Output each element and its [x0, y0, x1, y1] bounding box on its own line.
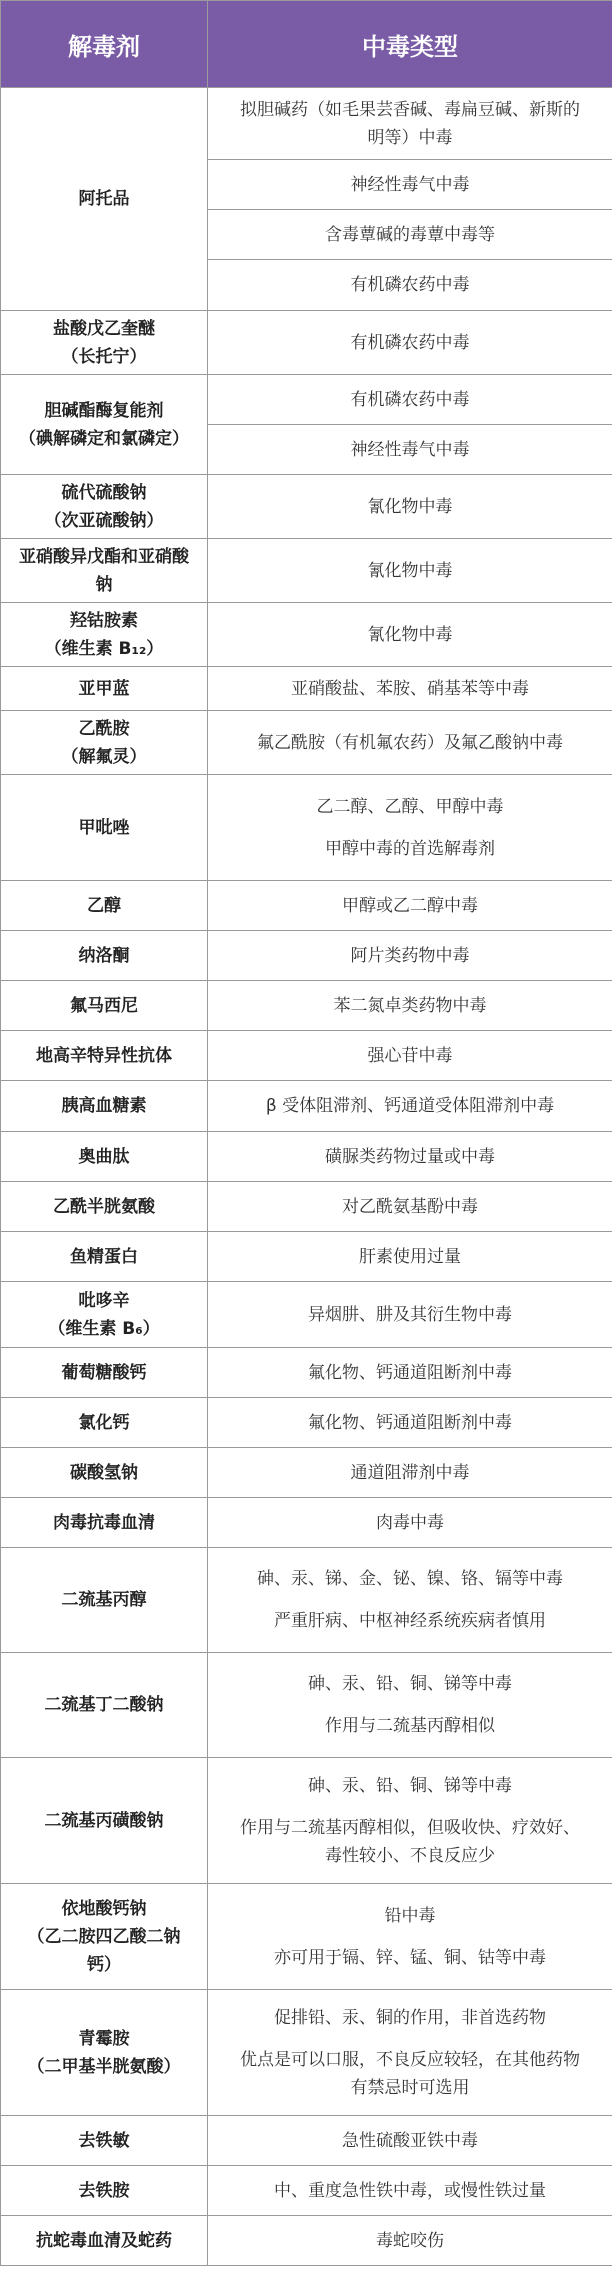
antidote-name-line: 鱼精蛋白	[70, 1246, 138, 1267]
header-antidote: 解毒剂	[1, 1, 208, 88]
poisoning-type-cell	[208, 475, 612, 539]
poisoning-type-line: 苯二氮卓类药物中毒	[333, 995, 487, 1016]
poisoning-type-cell	[208, 1448, 612, 1498]
poisoning-type-cell	[208, 1081, 612, 1132]
poisoning-type-line: 神经性毒气中毒	[350, 174, 470, 195]
poisoning-type-cell	[208, 667, 612, 711]
antidote-name-line: 依地酸钙钠	[61, 1898, 147, 1919]
poisoning-type-line: 砷、汞、锑、金、铋、镍、铬、镉等中毒	[257, 1569, 563, 1589]
poisoning-type-line: β 受体阻滞剂、钙通道受体阻滞剂中毒	[265, 1096, 555, 1116]
table-row	[1, 1548, 612, 1653]
antidote-name-cell	[1, 1232, 208, 1282]
antidote-name-cell	[1, 881, 208, 931]
antidote-name-line: 奥曲肽	[78, 1146, 130, 1167]
table-row	[1, 1498, 612, 1548]
antidote-name-cell	[1, 981, 208, 1031]
antidote-name-line: 二巯基丙醇	[61, 1590, 147, 1610]
antidote-name-cell	[1, 1132, 208, 1182]
table-row	[1, 311, 612, 375]
poisoning-type-cell	[208, 260, 612, 311]
table-row	[1, 1990, 612, 2116]
poisoning-type-line: 肝素使用过量	[359, 1246, 461, 1267]
poisoning-type-line: 通道阻滞剂中毒	[350, 1462, 470, 1483]
table-row	[1, 775, 612, 881]
antidote-name-cell	[1, 1182, 208, 1232]
antidote-name-line: 地高辛特异性抗体	[36, 1045, 172, 1066]
antidote-name-cell	[1, 1348, 208, 1398]
poisoning-type-line: 乙二醇、乙醇、甲醇中毒	[316, 796, 504, 817]
table-row	[1, 667, 612, 711]
antidote-name-cell	[1, 475, 208, 539]
poisoning-type-cell	[208, 311, 612, 375]
antidote-name-cell	[1, 311, 208, 375]
poisoning-type-line: 氟化物、钙通道阻断剂中毒	[308, 1412, 512, 1433]
antidote-name-line: 吡哆辛	[78, 1290, 130, 1311]
table-row	[1, 88, 612, 160]
table-row	[1, 2166, 612, 2216]
table-row	[1, 1232, 612, 1282]
table-row	[1, 931, 612, 981]
antidote-name-line: 乙酰半胱氨酸	[53, 1196, 155, 1217]
poisoning-type-cell	[208, 1653, 612, 1758]
antidote-name-line: （二甲基半胱氨酸）	[27, 2056, 181, 2077]
table-row	[1, 1653, 612, 1758]
antidote-name-line: 胆碱酯酶复能剂	[44, 400, 164, 421]
antidote-name-cell	[1, 1498, 208, 1548]
table-row	[1, 603, 612, 667]
poisoning-type-cell	[208, 1884, 612, 1990]
line-gap	[214, 1698, 606, 1712]
poisoning-type-cell	[208, 1498, 612, 1548]
antidote-name-line: 胰高血糖素	[61, 1096, 147, 1116]
poisoning-type-cell	[208, 1182, 612, 1232]
table-row	[1, 475, 612, 539]
table-row	[1, 1182, 612, 1232]
poisoning-type-cell	[208, 1031, 612, 1081]
poisoning-type-cell	[208, 1758, 612, 1884]
antidote-name-line: 乙酰胺	[78, 718, 130, 739]
table-row	[1, 1031, 612, 1081]
antidote-name-line: （长托宁）	[61, 346, 147, 367]
antidote-name-cell	[1, 667, 208, 711]
table-row	[1, 981, 612, 1031]
antidote-name-cell	[1, 603, 208, 667]
poisoning-type-cell	[208, 2166, 612, 2216]
antidote-name-line: 去铁胺	[78, 2180, 130, 2201]
line-gap	[214, 1800, 606, 1814]
antidote-name-cell	[1, 375, 208, 475]
poisoning-type-cell	[208, 981, 612, 1031]
poisoning-type-cell	[208, 210, 612, 260]
poisoning-type-line: 有禁忌时可选用	[350, 2077, 470, 2098]
table-row	[1, 1398, 612, 1448]
poisoning-type-line: 毒性较小、不良反应少	[325, 1845, 495, 1866]
antidote-name-line: 阿托品	[78, 189, 130, 209]
poisoning-type-line: 有机磷农药中毒	[350, 332, 470, 353]
poisoning-type-line: 磺脲类药物过量或中毒	[325, 1146, 495, 1167]
poisoning-type-cell	[208, 1398, 612, 1448]
table-row	[1, 1758, 612, 1884]
table-header-row	[1, 1, 612, 88]
antidote-name-cell	[1, 711, 208, 775]
poisoning-type-line: 含毒蕈碱的毒蕈中毒等	[325, 224, 495, 245]
poisoning-type-cell	[208, 88, 612, 160]
poisoning-type-line: 强心苷中毒	[367, 1045, 453, 1066]
poisoning-type-cell	[208, 160, 612, 210]
poisoning-type-cell	[208, 425, 612, 475]
poisoning-type-line: 铅中毒	[384, 1905, 436, 1926]
poisoning-type-line: 氟化物、钙通道阻断剂中毒	[308, 1362, 512, 1383]
poisoning-type-line: 拟胆碱药（如毛果芸香碱、毒扁豆碱、新斯的	[240, 99, 580, 120]
table-row	[1, 1132, 612, 1182]
antidote-name-cell	[1, 1758, 208, 1884]
antidote-name-line: 羟钴胺素	[70, 610, 138, 631]
antidote-name-line: 盐酸戊乙奎醚	[53, 318, 155, 339]
antidote-name-line: （碘解磷定和氯磷定）	[19, 428, 189, 449]
antidote-name-line: （维生素 B₆）	[48, 1318, 160, 1339]
poisoning-type-line: 优点是可以口服，不良反应较轻，在其他药物	[240, 2049, 580, 2070]
poisoning-type-line: 对乙酰氨基酚中毒	[342, 1196, 478, 1217]
antidote-name-cell	[1, 1081, 208, 1132]
antidote-name-cell	[1, 2216, 208, 2266]
antidote-name-line: 碳酸氢钠	[70, 1462, 138, 1483]
table-row	[1, 1081, 612, 1132]
antidote-name-line: 硫代硫酸钠	[61, 482, 147, 503]
antidote-name-cell	[1, 88, 208, 311]
antidote-name-line: （乙二胺四乙酸二钠	[27, 1926, 181, 1947]
antidote-name-cell	[1, 539, 208, 603]
antidote-name-line: 氟马西尼	[70, 995, 138, 1016]
poisoning-type-cell	[208, 1990, 612, 2116]
antidote-name-line: 二巯基丁二酸钠	[44, 1695, 164, 1715]
poisoning-type-cell	[208, 375, 612, 425]
table-row	[1, 539, 612, 603]
antidote-name-cell	[1, 1398, 208, 1448]
poisoning-type-cell	[208, 1348, 612, 1398]
poisoning-type-line: 中、重度急性铁中毒，或慢性铁过量	[274, 2180, 546, 2201]
poisoning-type-line: 神经性毒气中毒	[350, 439, 470, 460]
header-poisoning-type: 中毒类型	[208, 1, 612, 88]
antidote-name-cell	[1, 775, 208, 881]
poisoning-type-line: 作用与二巯基丙醇相似，但吸收快、疗效好、	[240, 1817, 580, 1838]
antidote-name-cell	[1, 931, 208, 981]
antidote-name-line: 青霉胺	[78, 2028, 130, 2049]
poisoning-type-cell	[208, 711, 612, 775]
line-gap	[214, 2032, 606, 2046]
antidote-name-line: 甲吡唑	[78, 817, 130, 838]
table-row	[1, 375, 612, 425]
poisoning-type-cell	[208, 881, 612, 931]
antidote-name-line: 乙醇	[87, 895, 121, 916]
antidote-name-cell	[1, 1548, 208, 1653]
antidote-name-line: （维生素 B₁₂）	[44, 638, 164, 659]
antidote-name-cell	[1, 1448, 208, 1498]
table-row	[1, 2116, 612, 2166]
poisoning-type-line: 促排铅、汞、铜的作用，非首选药物	[274, 2007, 546, 2028]
poisoning-type-cell	[208, 775, 612, 881]
poisoning-type-cell	[208, 539, 612, 603]
antidote-name-line: （次亚硫酸钠）	[44, 510, 164, 531]
antidote-name-line: 纳洛酮	[78, 945, 130, 966]
antidote-name-line: 亚硝酸异戊酯和亚硝酸	[19, 546, 189, 567]
poisoning-type-cell	[208, 603, 612, 667]
table-row	[1, 1282, 612, 1348]
antidote-name-line: 氯化钙	[78, 1412, 130, 1433]
poisoning-type-line: 肉毒中毒	[376, 1512, 444, 1533]
antidote-name-cell	[1, 1990, 208, 2116]
antidote-name-line: 肉毒抗毒血清	[53, 1512, 155, 1533]
poisoning-type-line: 有机磷农药中毒	[350, 275, 470, 295]
antidote-name-line: 抗蛇毒血清及蛇药	[36, 2230, 172, 2251]
poisoning-type-line: 亚硝酸盐、苯胺、硝基苯等中毒	[291, 678, 529, 699]
poisoning-type-line: 氰化物中毒	[367, 560, 453, 581]
poisoning-type-cell	[208, 1132, 612, 1182]
antidote-name-cell	[1, 1282, 208, 1348]
antidote-name-cell	[1, 1884, 208, 1990]
antidote-name-line: 去铁敏	[78, 2130, 130, 2151]
antidote-name-line: 钙）	[87, 1954, 121, 1975]
antidote-name-line: 葡萄糖酸钙	[61, 1362, 147, 1383]
poisoning-type-cell	[208, 1232, 612, 1282]
poisoning-type-cell	[208, 2216, 612, 2266]
poisoning-type-line: 作用与二巯基丙醇相似	[325, 1716, 495, 1736]
poisoning-type-line: 急性硫酸亚铁中毒	[342, 2130, 478, 2151]
table-row	[1, 1448, 612, 1498]
table-row	[1, 1348, 612, 1398]
table-row	[1, 711, 612, 775]
antidote-name-line: 二巯基丙磺酸钠	[44, 1810, 164, 1831]
antidote-name-cell	[1, 1031, 208, 1081]
poisoning-type-line: 有机磷农药中毒	[350, 389, 470, 410]
table-row	[1, 1884, 612, 1990]
poisoning-type-cell	[208, 931, 612, 981]
antidote-name-line: 亚甲蓝	[78, 678, 130, 699]
line-gap	[214, 1593, 606, 1607]
antidote-name-line: （解氟灵）	[61, 746, 147, 767]
poisoning-type-line: 氰化物中毒	[367, 624, 453, 645]
poisoning-type-line: 砷、汞、铅、铜、锑等中毒	[308, 1775, 512, 1796]
poisoning-type-line: 异烟肼、肼及其衍生物中毒	[308, 1304, 512, 1325]
table-row	[1, 2216, 612, 2266]
poisoning-type-line: 砷、汞、铅、铜、锑等中毒	[308, 1674, 512, 1694]
table-row	[1, 881, 612, 931]
line-gap	[214, 1930, 606, 1944]
poisoning-type-line: 亦可用于镉、锌、锰、铜、钴等中毒	[274, 1947, 546, 1968]
poisoning-type-line: 氰化物中毒	[367, 496, 453, 517]
poisoning-type-line: 毒蛇咬伤	[376, 2230, 444, 2251]
poisoning-type-cell	[208, 1282, 612, 1348]
poisoning-type-line: 阿片类药物中毒	[350, 945, 470, 966]
poisoning-type-line: 甲醇中毒的首选解毒剂	[325, 838, 495, 859]
poisoning-type-line: 氟乙酰胺（有机氟农药）及氟乙酸钠中毒	[257, 732, 563, 753]
antidote-name-line: 钠	[95, 574, 113, 595]
line-gap	[214, 821, 606, 835]
antidote-name-cell	[1, 1653, 208, 1758]
poisoning-type-line: 明等）中毒	[367, 127, 453, 148]
antidote-name-cell	[1, 2166, 208, 2216]
poisoning-type-cell	[208, 1548, 612, 1653]
antidote-name-cell	[1, 2116, 208, 2166]
poisoning-type-line: 严重肝病、中枢神经系统疾病者慎用	[274, 1611, 546, 1631]
poisoning-type-cell	[208, 2116, 612, 2166]
table-body	[1, 88, 612, 2266]
poisoning-type-line: 甲醇或乙二醇中毒	[342, 895, 478, 916]
